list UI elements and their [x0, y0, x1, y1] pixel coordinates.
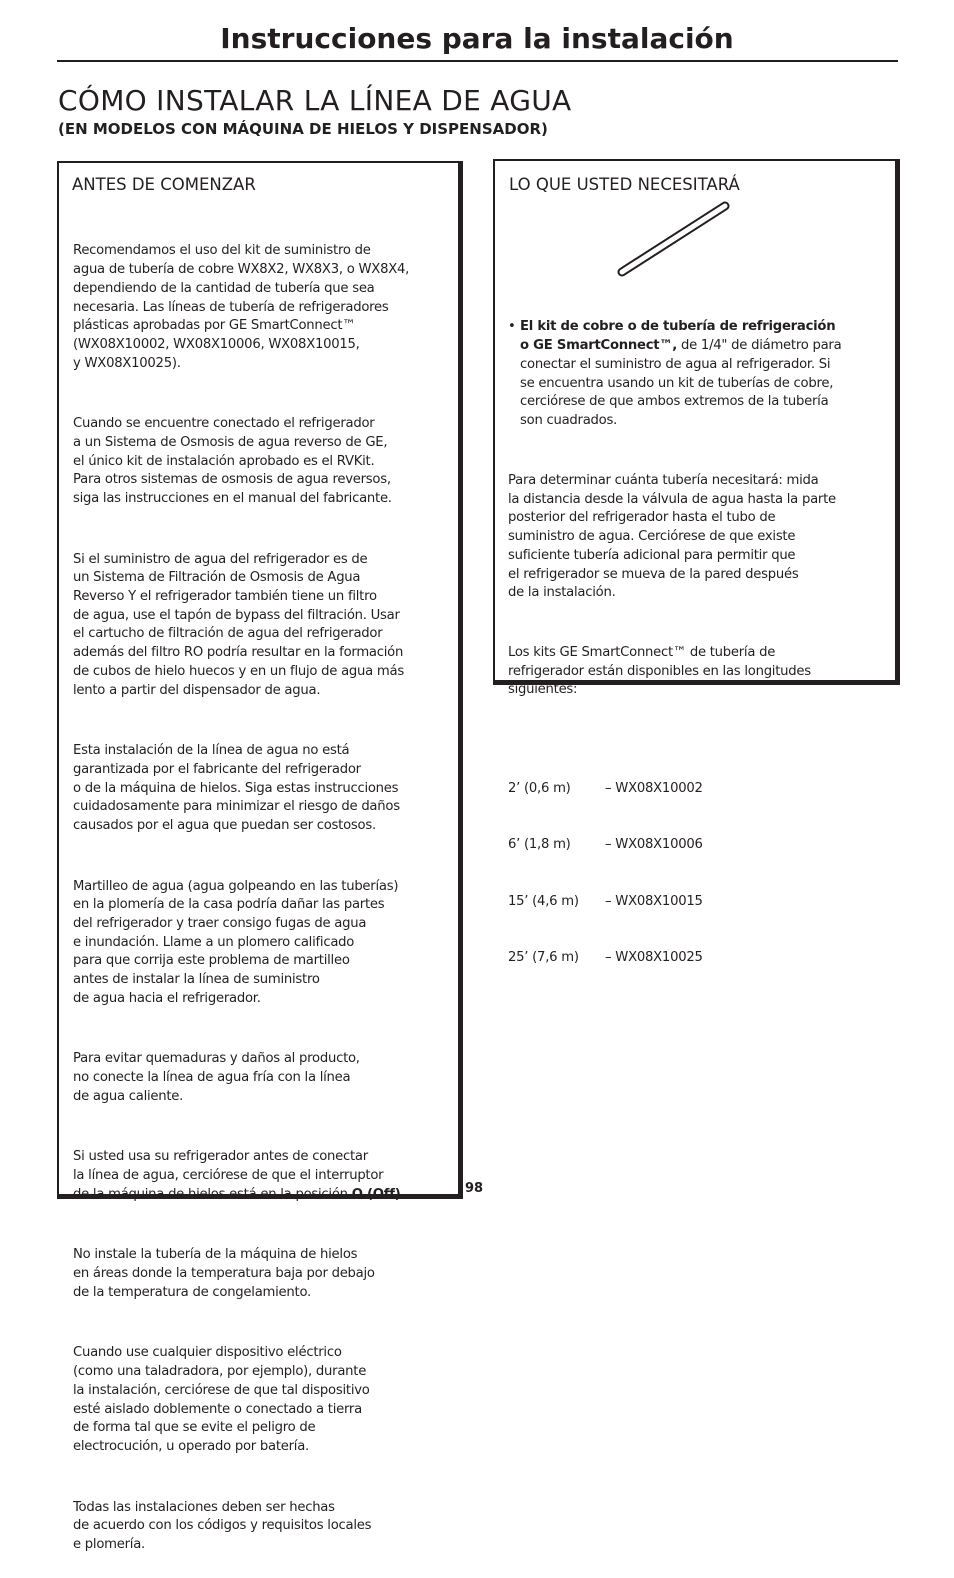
before-you-begin-heading: ANTES DE COMENZAR: [72, 175, 256, 194]
paragraph-reverse-osmosis-kit: Cuando se encuentre conectado el refrigerador a un Sistema de Osmosis de agua reverso de GE, el único kit de instalación aprobado es el RVKit. Para otros sistemas de osmosis de agua reversos, siga las instrucciones en el manual del fabricante.: [73, 416, 392, 507]
icemaker-off-text: Si usted usa su refrigerador antes de conectar la línea de agua, cerciórese de que el interruptor de la máquina de hielos está en la posición: [73, 1149, 384, 1202]
paragraph-bypass-plug: Si el suministro de agua del refrigerador es de un Sistema de Filtración de Osmosis de Agua Reverso Y el refrigerador también tiene un filtro de agua, use el tapón de bypass del filtración. Usar el cartucho de filtración de agua del refrigerador además del filtro RO podría resultar en la formación de cubos de hielo huecos y en un flujo de agua más lento a partir del dispensador de agua.: [73, 551, 404, 698]
tubing-kit-description: de 1/4" de diámetro para conectar el suministro de agua al refrigerador. Si se encuentra usando un kit de tuberías de cobre, cerciórese de que ambos extremos de la tubería son cuadrados.: [520, 338, 842, 428]
paragraph-kit-lengths: Los kits GE SmartConnect™ de tubería de refrigerador están disponibles en las longitudes siguientes:: [508, 644, 811, 698]
length-size: 25’ (7,6 m): [508, 949, 579, 965]
paragraph-icemaker-off: [73, 1148, 458, 1204]
icemaker-off-suffix: .: [400, 1186, 405, 1202]
paragraph-local-codes: Todas las instalaciones deben ser hechas de acuerdo con los códigos y requisitos locales e plomería.: [73, 1499, 372, 1553]
length-size: 2’ (0,6 m): [508, 781, 571, 797]
length-model: – WX08X10006: [605, 837, 703, 853]
page-subtitle: (EN MODELOS CON MÁQUINA DE HIELOS Y DISPENSADOR): [58, 120, 548, 138]
length-size: 15’ (4,6 m): [508, 893, 579, 909]
length-size: 6’ (1,8 m): [508, 837, 571, 853]
off-position-label: O (Off): [351, 1186, 401, 1202]
paragraph-electrical-safety: Cuando use cualquier dispositivo eléctrico (como una taladradora, por ejemplo), durante la instalación, cerciórese de que tal dispositivo esté aislado doblemente o conectado a tierra de forma tal que se evite el peligro de electrocución, u operado por batería.: [73, 1345, 370, 1454]
table-row: [508, 836, 892, 855]
page-number: 98: [465, 1181, 484, 1196]
length-model: – WX08X10025: [605, 949, 703, 965]
copper-tubing-icon: [612, 198, 736, 280]
what-you-need-heading: LO QUE USTED NECESITARÁ: [509, 175, 740, 194]
table-row: [508, 949, 892, 968]
paragraph-measure-tubing: Para determinar cuánta tubería necesitará: mida la distancia desde la válvula de agua hasta la parte posterior del refrigerador hasta el tubo de suministro de agua. Cerciórese de que existe suficiente tubería adicional para permitir que el refrigerador se mueva de la pared después de la instalación.: [508, 473, 836, 601]
paragraph-water-hammer: Martilleo de agua (agua golpeando en las tuberías) en la plomería de la casa podría dañar las partes del refrigerador y traer consigo fugas de agua e inundación. Llame a un plomero calificado para que corrija este problema de martilleo antes de instalar la línea de suministro de agua hacia el refrigerador.: [73, 878, 399, 1006]
before-you-begin-text: [73, 205, 458, 1578]
length-model: – WX08X10015: [605, 893, 703, 909]
table-row: [508, 893, 892, 912]
bullet-icon: •: [508, 319, 516, 335]
paragraph-recommended-kits: Recomendamos el uso del kit de suministro de agua de tubería de cobre WX8X2, WX8X3, o WX8X4, dependiendo de la cantidad de tubería que sea necesaria. Las líneas de tubería de refrigeradores plásticas aprobadas por GE SmartConnect™ (WX08X10002, WX08X10006, WX08X10015, y WX08X10025).: [73, 243, 410, 371]
tubing-lengths-table: [508, 743, 892, 1005]
header-title: Instrucciones para la instalación: [220, 22, 734, 55]
paragraph-hot-water-warning: Para evitar quemaduras y daños al producto, no conecte la línea de agua fría con la línea de agua caliente.: [73, 1051, 360, 1104]
page-title: CÓMO INSTALAR LA LÍNEA DE AGUA: [58, 84, 572, 117]
tubing-kit-bullet: [508, 318, 892, 430]
what-you-need-text: [508, 281, 892, 1023]
tubing-kit-name: El kit de cobre o de tubería de refrigeración o GE SmartConnect™,: [520, 319, 836, 354]
length-model: – WX08X10002: [605, 781, 703, 797]
header-rule: [57, 60, 898, 62]
paragraph-warranty-note: Esta instalación de la línea de agua no está garantizada por el fabricante del refrigerador o de la máquina de hielos. Siga estas instrucciones cuidadosamente para minimizar el riesgo de daños causados por el agua que puedan ser costosos.: [73, 743, 400, 833]
table-row: [508, 780, 892, 799]
paragraph-freezing-warning: No instale la tubería de la máquina de hielos en áreas donde la temperatura baja por debajo de la temperatura de congelamiento.: [73, 1247, 375, 1300]
